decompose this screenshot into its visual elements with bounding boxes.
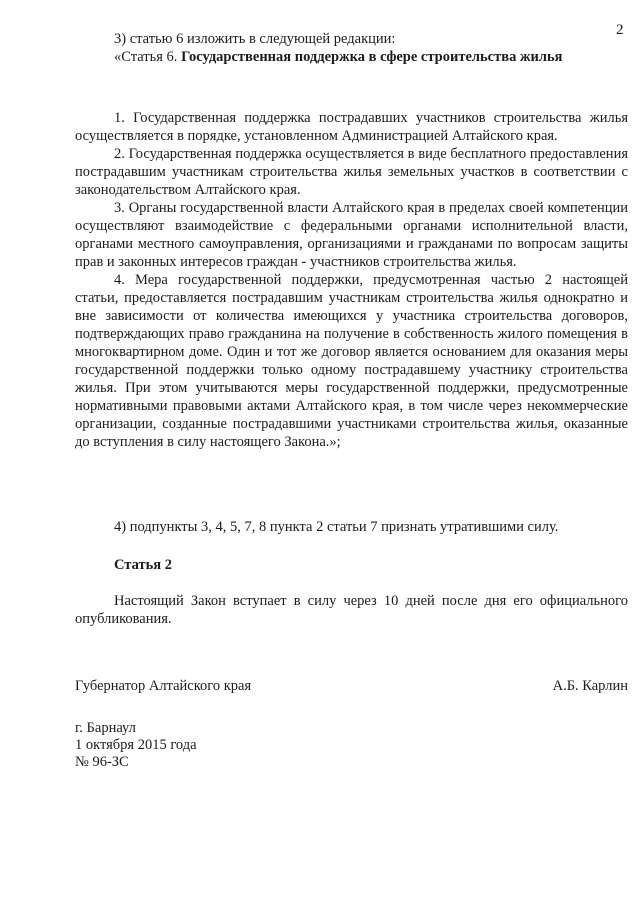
article-2-text: Настоящий Закон вступает в силу через 10 дней после дня его официального опубликования. <box>75 593 628 627</box>
article-2-title: Статья 2 <box>114 557 172 573</box>
amendment-4-text: 4) подпункты 3, 4, 5, 7, 8 пункта 2 статьи 7 признать утратившими силу. <box>114 519 559 535</box>
article-6-paragraph-2: 2. Государственная поддержка осуществляется в виде бесплатного предоставления пострадавшим участникам строительства жилья земельных участков в соответствии с законодательством Алтайского края. <box>75 146 628 198</box>
amendment-intro: 3) статью 6 изложить в следующей редакции: <box>114 31 396 47</box>
article-6-body <box>75 109 628 451</box>
article-6-heading <box>75 48 628 66</box>
signatory-position: Губернатор Алтайского края <box>75 678 252 694</box>
place-city: г. Барнаул <box>75 720 136 736</box>
amendment-3 <box>75 30 628 66</box>
law-date: 1 октября 2015 года <box>75 737 197 753</box>
article-6-paragraph-1: 1. Государственная поддержка пострадавших участников строительства жилья осуществляется в порядке, установленном Администрацией Алтайского края. <box>75 110 628 144</box>
article-6-paragraph-4: 4. Мера государственной поддержки, предусмотренная частью 2 настоящей статьи, предоставляется пострадавшим участникам строительства жилья однократно и вне зависимости от количества имеющихся у участника строительства договоров, подтверждающих право гражданина на получение в собственность жилого помещения в многоквартирном доме. Один и тот же договор является основанием для оказания меры государственной поддержки только одному пострадавшему участнику строительства жилья. При этом учитываются меры государственной поддержки, предусмотренные нормативными правовыми актами Алтайского края, в том числе через некоммерческие организации, созданные пострадавшими участниками строительства жилья, оказанные до вступления в силу настоящего Закона.»; <box>75 272 628 450</box>
article-6-title: Государственная поддержка в сфере строительства жилья <box>181 49 563 65</box>
law-number: № 96-ЗС <box>75 754 129 770</box>
article-2-body <box>75 592 628 628</box>
signatory-name: А.Б. Карлин <box>552 678 628 694</box>
amendment-4 <box>75 518 628 536</box>
article-2 <box>75 556 628 574</box>
page-number: 2 <box>616 22 624 38</box>
article-6-prefix: «Статья 6. <box>114 49 178 65</box>
article-6-paragraph-3: 3. Органы государственной власти Алтайского края в пределах своей компетенции осуществляют взаимодействие с федеральными органами исполнительной власти, органами местного самоуправления, организациями и гражданами по вопросам защиты прав и законных интересов граждан - участников строительства жилья. <box>75 200 628 270</box>
